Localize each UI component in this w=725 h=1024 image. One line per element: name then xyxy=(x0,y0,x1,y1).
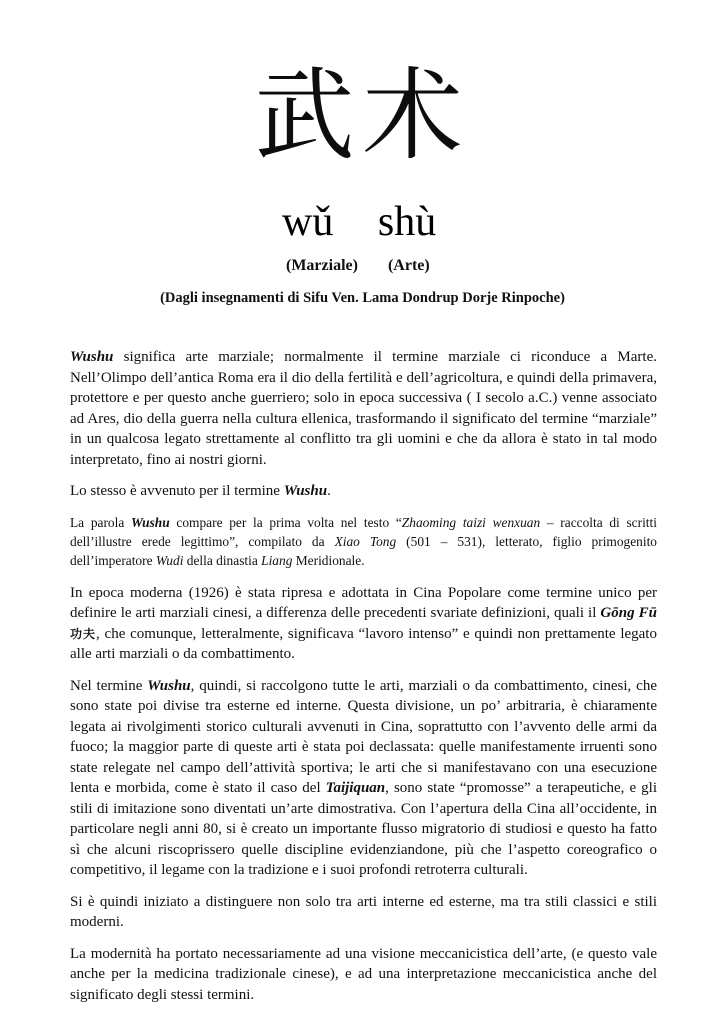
paragraph-3 xyxy=(70,513,657,570)
paragraph-2 xyxy=(70,481,657,502)
paragraph-3-text: La parola xyxy=(70,514,131,530)
paragraph-2-end: . xyxy=(327,483,331,499)
paragraph-4 xyxy=(70,583,657,665)
paragraph-3-text: della dinastia xyxy=(183,552,262,568)
term-wushu: Wushu xyxy=(147,677,191,694)
term-wushu: Wushu xyxy=(70,349,114,365)
term-gongfu: Gōng Fū xyxy=(600,605,657,621)
pinyin-shu: shù xyxy=(377,199,437,245)
gloss-marziale: (Marziale) xyxy=(286,257,358,274)
pinyin-line xyxy=(282,196,436,248)
paragraph-5-text: Nel termine xyxy=(70,677,148,694)
paragraph-5 xyxy=(70,676,657,881)
term-wushu: Wushu xyxy=(283,483,328,499)
book-title: Zhaoming taizi wenxuan xyxy=(401,514,541,530)
paragraph-4-text: In epoca moderna (1926) è stata ripresa e adottata in Cina Popolare come termine unico per definire le arti marziali cinesi, a differenza delle precedenti svariate definizioni, quali il xyxy=(70,584,657,621)
emperor-name: Wudi xyxy=(155,552,184,568)
term-taijiquan: Taijiquan xyxy=(325,780,386,796)
paragraph-6: Si è quindi iniziato a distinguere non solo tra arti interne ed esterne, ma tra stili classici e stili moderni. xyxy=(70,893,657,930)
paragraph-1 xyxy=(70,347,657,470)
paragraph-3-text: compare per la prima volta nel testo “ xyxy=(169,514,402,530)
pinyin-wu: wǔ xyxy=(282,199,334,245)
document-body xyxy=(70,347,657,1016)
author-name: Xiao Tong xyxy=(334,533,397,549)
gloss-arte: (Arte) xyxy=(387,257,430,274)
paragraph-7: La modernità ha portato necessariamente ad una visione meccanicistica dell’arte, (e questo vale anche per la medicina tradizionale cinese), e ad una interpretazione meccanicistica anche del significato degli stessi termini. xyxy=(70,945,657,1003)
title-hanzi: 武术 xyxy=(254,57,471,174)
gongfu-hanzi: 功夫 xyxy=(70,626,97,641)
paragraph-5-text: , quindi, si raccolgono tutte le arti, marziali o da combattimento, cinesi, che sono state poi divise tra esterne ed interne. Questa divisione, un po’ arbitraria, è chiaramente legata ai rivolgimenti storico culturali avvenuti in Cina, soprattutto con l’avvento delle armi da fuoco; la maggior parte di queste arti è stata poi declassata: quelle manifestamente irruenti sono state relegate nel campo dell’attività sportiva; le arti che si manifestavano con una esecuzione lenta e morbida, come è stato il caso del xyxy=(70,677,657,796)
dynasty-name: Liang xyxy=(261,552,293,568)
source-line: (Dagli insegnamenti di Sifu Ven. Lama Dondrup Dorje Rinpoche) xyxy=(160,290,565,306)
gloss-line xyxy=(286,256,430,276)
paragraph-3-text: Meridionale. xyxy=(292,552,365,568)
paragraph-5-text: , sono state “promosse” a terapeutiche, e gli stili di imitazione sono diventati un’arte dimostrativa. Con l’apertura della Cina all’occidente, in particolare negli anni 80, si è creato un importante flusso migratorio di studiosi e questo ha fatto sì che alcuni riscoprissero quelle discipline evidenziandone, più che l’aspetto coreografico o competitivo, il legame con la tradizione e i suoi profondi retroterra culturali. xyxy=(70,780,657,878)
paragraph-2-text: Lo stesso è avvenuto per il termine xyxy=(70,483,284,499)
paragraph-4-text: , che comunque, letteralmente, significava “lavoro intenso” e quindi non prettamente legato alle arti marziali o da combattimento. xyxy=(70,625,657,662)
term-wushu: Wushu xyxy=(130,514,170,530)
paragraph-1-text: significa arte marziale; normalmente il termine marziale ci riconduce a Marte. Nell’Olimpo dell’antica Roma era il dio della fertilità e dell’agricoltura, e quindi della primavera, protettore e per questo anche guerriero; solo in epoca successiva ( I secolo a.C.) venne associato ad Ares, dio della guerra nella cultura ellenica, trasformando il significato del termine “marziale” in un qualcosa legato strettamente al conflitto tra gli uomini e che da allora è stato in tal modo interpretato, fino ai nostri giorni. xyxy=(70,349,657,468)
paragraph-3-text: (501 – 531), letterato, figlio primogenito dell’imperatore xyxy=(70,533,657,568)
paragraph-3-text: – raccolta di scritti dell’illustre erede legittimo”, compilato da xyxy=(70,514,657,549)
